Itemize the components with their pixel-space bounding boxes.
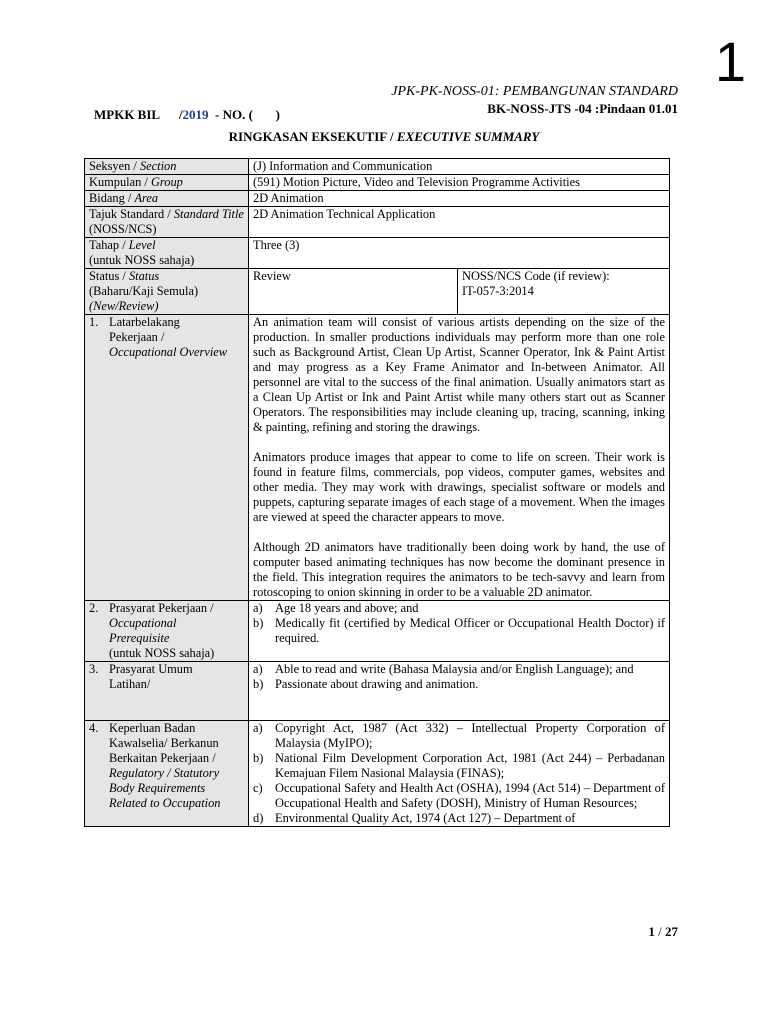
- status-code: [458, 269, 670, 315]
- occupational-overview-label: 1. Latarbelakang Pekerjaan / Occupational Overview: [85, 315, 249, 601]
- regulatory-label: 4. Keperluan Badan Kawalselia/ Berkanun Berkaitan Pekerjaan / Regulatory / Statutory Body Requirements Related to Occupation: [85, 721, 249, 827]
- executive-summary-table: [84, 158, 670, 827]
- occupational-prerequisite-list: [249, 601, 670, 662]
- title-english: EXECUTIVE SUMMARY: [396, 129, 540, 144]
- mpkk-prefix: MPKK BIL /: [94, 107, 183, 122]
- level-value: Three (3): [249, 238, 670, 269]
- occupational-prerequisite-label: 2. Prasyarat Pekerjaan / Occupational Prerequisite (untuk NOSS sahaja): [85, 601, 249, 662]
- list-item: d) Environmental Quality Act, 1974 (Act 127) – Department of: [253, 811, 576, 825]
- area-value: 2D Animation: [249, 191, 670, 207]
- page-title: [0, 129, 768, 145]
- overview-paragraph: Animators produce images that appear to come to life on screen. Their work is found in feature films, commercials, pop videos, computer games, websites and other media. They may work with drawings, specialist software or models and puppets, capturing separate images of each stage of a movement. When the images are viewed at speed the character appears to move.: [253, 450, 665, 524]
- mpkk-suffix: - NO. ( ): [208, 107, 280, 122]
- list-item: a) Age 18 years and above; and: [253, 601, 419, 615]
- list-item: c) Occupational Safety and Health Act (OSHA), 1994 (Act 514) – Department of Occupational Health and Safety (DOSH), Ministry of Human Resources;: [253, 781, 665, 810]
- row-group: [85, 175, 670, 191]
- list-item: b) National Film Development Corporation Act, 1981 (Act 244) – Perbadanan Kemajuan Filem Nasional Malaysia (FINAS);: [253, 751, 665, 780]
- group-value: (591) Motion Picture, Video and Television Programme Activities: [249, 175, 670, 191]
- section-label: Seksyen / Section: [85, 159, 249, 175]
- overview-paragraph: An animation team will consist of various artists depending on the size of the production. In smaller productions individuals may perform more than one role such as Background Artist, Clean Up Artist, Scanner Operator, Ink & Paint Artist and may progress as a Key Frame Animator and In-between Animator. All personnel are vital to the success of the final animation. Usually animators start as a Clean Up Artist or Ink and Paint Artist while many others start out as Scanner Operators. The responsibilities may include cleaning up, tracing, scanning, inking & painting, refining and storing the drawings.: [253, 315, 665, 434]
- status-code-label: NOSS/NCS Code (if review):: [462, 269, 610, 283]
- status-value: Review: [249, 269, 458, 315]
- row-regulatory: [85, 721, 670, 827]
- document-code: JPK-PK-NOSS-01: PEMBANGUNAN STANDARD: [391, 84, 678, 99]
- level-label: Tahap / Level (untuk NOSS sahaja): [85, 238, 249, 269]
- area-label: Bidang / Area: [85, 191, 249, 207]
- row-standard-title: [85, 207, 670, 238]
- status-label: Status / Status (Baharu/Kaji Semula) (New/Review): [85, 269, 249, 315]
- page-marker: 1: [714, 30, 746, 93]
- occupational-overview-text: [249, 315, 670, 601]
- row-occupational-overview: [85, 315, 670, 601]
- list-item: b) Passionate about drawing and animation.: [253, 677, 479, 691]
- row-occupational-prerequisite: [85, 601, 670, 662]
- list-item: b) Medically fit (certified by Medical Officer or Occupational Health Doctor) if required.: [253, 616, 665, 645]
- list-item: a) Able to read and write (Bahasa Malaysia and/or English Language); and: [253, 662, 634, 676]
- title-malay: RINGKASAN EKSEKUTIF /: [228, 129, 397, 144]
- standard-title-value: 2D Animation Technical Application: [249, 207, 670, 238]
- regulatory-list: [249, 721, 670, 827]
- standard-title-label: Tajuk Standard / Standard Title (NOSS/NCS): [85, 207, 249, 238]
- overview-paragraph: Although 2D animators have traditionally been doing work by hand, the use of computer based animating techniques has now become the dominant presence in the field. This integration requires the animators to be tech-savvy and learn from rotoscoping to onion skinning in order to be a valuable 2D animator.: [253, 540, 665, 599]
- section-value: (J) Information and Communication: [249, 159, 670, 175]
- training-prerequisite-list: [249, 662, 670, 721]
- training-prerequisite-label: 3. Prasyarat Umum Latihan/: [85, 662, 249, 721]
- group-label: Kumpulan / Group: [85, 175, 249, 191]
- status-code-value: IT-057-3:2014: [462, 284, 534, 298]
- mpkk-year: 2019: [182, 107, 209, 122]
- row-level: [85, 238, 670, 269]
- form-code: BK-NOSS-JTS -04 :Pindaan 01.01: [487, 101, 678, 116]
- row-training-prerequisite: [85, 662, 670, 721]
- list-item: a) Copyright Act, 1987 (Act 332) – Intellectual Property Corporation of Malaysia (MyIPO);: [253, 721, 665, 750]
- page-number: 1 / 27: [648, 924, 678, 939]
- row-area: [85, 191, 670, 207]
- row-status: [85, 269, 670, 315]
- mpkk-reference: [94, 107, 280, 123]
- row-section: [85, 159, 670, 175]
